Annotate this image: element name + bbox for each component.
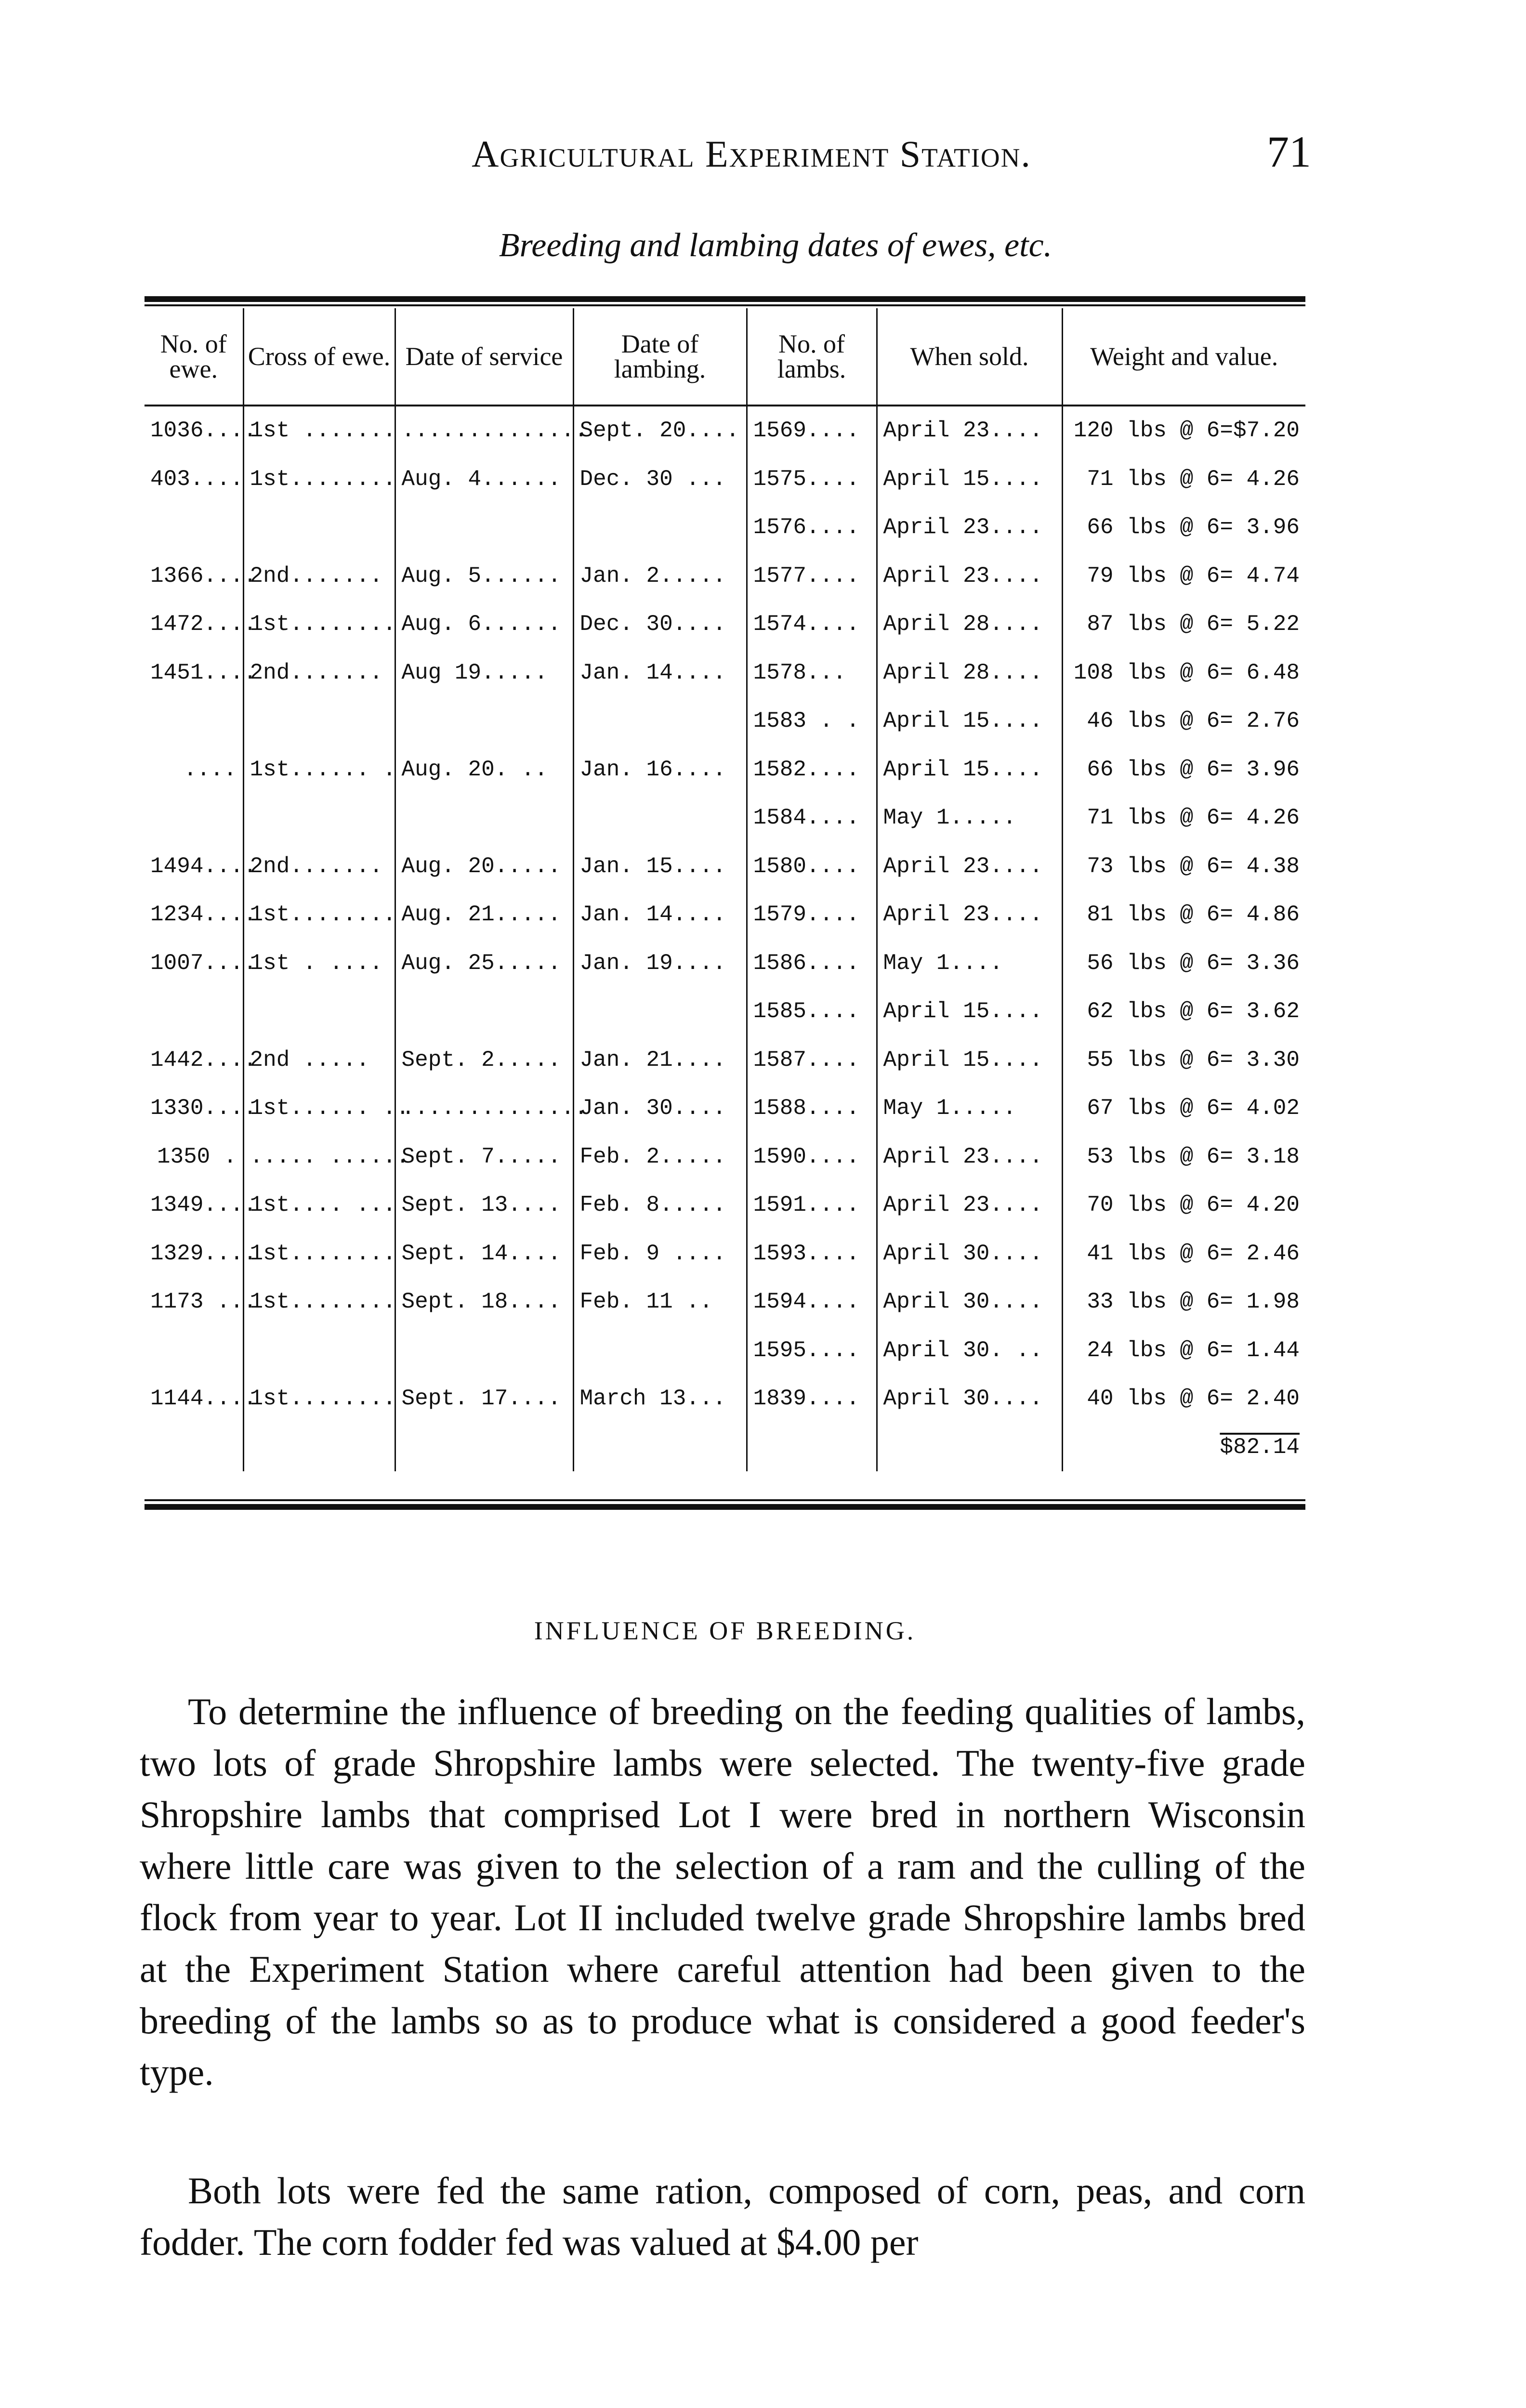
- table-cell: Jan. 14....: [573, 649, 747, 697]
- page-number: 71: [1267, 127, 1311, 176]
- table-cell: [243, 794, 395, 842]
- table-cell: Sept. 13....: [395, 1181, 573, 1230]
- table-cell: 33 lbs @ 6= 1.98: [1062, 1278, 1305, 1326]
- column-header: No. of ewe.: [145, 308, 243, 406]
- table-cell: [395, 1423, 573, 1472]
- table-cell: Aug. 6......: [395, 600, 573, 649]
- table-cell: [877, 1423, 1062, 1472]
- table-cell: May 1.....: [877, 1084, 1062, 1133]
- table-cell: 1st........: [243, 1374, 395, 1423]
- table-cell: 1594....: [747, 1278, 877, 1326]
- table-row: [145, 406, 1305, 455]
- table-row: [145, 1036, 1305, 1085]
- table-cell: [145, 1326, 243, 1375]
- column-header: No. of lambs.: [747, 308, 877, 406]
- table-cell: 1580....: [747, 842, 877, 891]
- table-cell: 1576....: [747, 503, 877, 552]
- column-header: Date of lambing.: [573, 308, 747, 406]
- table-cell: [395, 697, 573, 746]
- table-cell: April 15....: [877, 987, 1062, 1036]
- table-row: [145, 600, 1305, 649]
- table-cell: Jan. 14....: [573, 890, 747, 939]
- table-cell: ..... ......: [243, 1133, 395, 1181]
- table-cell: Dec. 30....: [573, 600, 747, 649]
- table-cell: 1st...... .: [243, 746, 395, 794]
- table-cell: April 23....: [877, 503, 1062, 552]
- table-cell: 120 lbs @ 6=$7.20: [1062, 406, 1305, 455]
- table-row: [145, 503, 1305, 552]
- table-cell: 71 lbs @ 6= 4.26: [1062, 455, 1305, 504]
- table-row: [145, 455, 1305, 504]
- table-cell: 1st...... ..: [243, 1084, 395, 1133]
- table-cell: 70 lbs @ 6= 4.20: [1062, 1181, 1305, 1230]
- table-cell: Aug 19.....: [395, 649, 573, 697]
- table-cell: 67 lbs @ 6= 4.02: [1062, 1084, 1305, 1133]
- table-cell: 1587....: [747, 1036, 877, 1085]
- running-title: Agricultural Experiment Station.: [472, 133, 1031, 175]
- table-cell: April 30....: [877, 1278, 1062, 1326]
- table-cell: 41 lbs @ 6= 2.46: [1062, 1230, 1305, 1278]
- table-cell: ....: [184, 757, 237, 782]
- table-cell: [145, 503, 243, 552]
- total-value: $82.14: [1062, 1423, 1305, 1472]
- table-cell: Sept. 14....: [395, 1230, 573, 1278]
- table-cell: Sept. 2.....: [395, 1036, 573, 1085]
- table-cell: April 30. ..: [877, 1326, 1062, 1375]
- table-cell: March 13...: [573, 1374, 747, 1423]
- table-cell: 1173 ...: [150, 1289, 257, 1315]
- table-cell: 2nd.......: [243, 552, 395, 601]
- table-cell: 24 lbs @ 6= 1.44: [1062, 1326, 1305, 1375]
- table-cell: April 28....: [877, 649, 1062, 697]
- table-cell: 66 lbs @ 6= 3.96: [1062, 746, 1305, 794]
- table-row: [145, 1230, 1305, 1278]
- table-cell: 1579....: [747, 890, 877, 939]
- table-cell: Sept. 20....: [573, 406, 747, 455]
- table-caption: Breeding and lambing dates of ewes, etc.: [499, 227, 1052, 264]
- section-title: INFLUENCE OF BREEDING.: [534, 1616, 916, 1645]
- table-cell: 1584....: [747, 794, 877, 842]
- table-cell: Sept. 18....: [395, 1278, 573, 1326]
- table-cell: Feb. 2.....: [573, 1133, 747, 1181]
- table-cell: [395, 503, 573, 552]
- table-cell: 1839....: [747, 1374, 877, 1423]
- table-row: [145, 939, 1305, 988]
- table-cell: [243, 1326, 395, 1375]
- table-cell: 1st........: [243, 600, 395, 649]
- breeding-table: [145, 308, 1305, 1471]
- table-cell: May 1....: [877, 939, 1062, 988]
- table-cell: 71 lbs @ 6= 4.26: [1062, 794, 1305, 842]
- column-header: Cross of ewe.: [243, 308, 395, 406]
- table-row: [145, 552, 1305, 601]
- table-row: [145, 890, 1305, 939]
- table-cell: 62 lbs @ 6= 3.62: [1062, 987, 1305, 1036]
- table-cell: [243, 987, 395, 1036]
- table-cell: May 1.....: [877, 794, 1062, 842]
- table-bottom-rule-thin: [145, 1499, 1305, 1501]
- table-cell: 2nd .....: [243, 1036, 395, 1085]
- table-cell: 1st........: [243, 1230, 395, 1278]
- table-cell: April 23....: [877, 552, 1062, 601]
- table-cell: 2nd.......: [243, 649, 395, 697]
- table-cell: ..............: [395, 406, 573, 455]
- table-row: [145, 746, 1305, 794]
- table-cell: 2nd.......: [243, 842, 395, 891]
- table-row: [145, 1374, 1305, 1423]
- body-paragraph: Both lots were fed the same ration, composed of corn, peas, and corn fodder. The corn fodder fed was valued at $4.00 per: [140, 2170, 1305, 2263]
- table-cell: 1569....: [747, 406, 877, 455]
- table-cell: 1442....: [150, 1047, 257, 1073]
- table-cell: 87 lbs @ 6= 5.22: [1062, 600, 1305, 649]
- table-cell: [395, 987, 573, 1036]
- table-cell: April 23....: [877, 890, 1062, 939]
- table-cell: 56 lbs @ 6= 3.36: [1062, 939, 1305, 988]
- table-cell: 1472....: [150, 612, 257, 637]
- table-cell: Aug. 20. ..: [395, 746, 573, 794]
- table-cell: [573, 794, 747, 842]
- table-cell: Jan. 30....: [573, 1084, 747, 1133]
- table-cell: [243, 503, 395, 552]
- table-row: [145, 1278, 1305, 1326]
- table-row: [145, 842, 1305, 891]
- table-cell: [573, 697, 747, 746]
- table-cell: 108 lbs @ 6= 6.48: [1062, 649, 1305, 697]
- table-cell: 403....: [150, 466, 244, 492]
- table-cell: April 23....: [877, 406, 1062, 455]
- table-cell: Dec. 30 ...: [573, 455, 747, 504]
- table-row: [145, 987, 1305, 1036]
- table-cell: Feb. 8.....: [573, 1181, 747, 1230]
- table-cell: 1330....: [150, 1096, 257, 1121]
- table-cell: Aug. 20.....: [395, 842, 573, 891]
- table-cell: Sept. 7.....: [395, 1133, 573, 1181]
- column-header: Weight and value.: [1062, 308, 1305, 406]
- table-cell: 1036....: [150, 418, 257, 444]
- table-cell: 66 lbs @ 6= 3.96: [1062, 503, 1305, 552]
- table-cell: [573, 503, 747, 552]
- table-cell: April 23....: [877, 842, 1062, 891]
- table-cell: 1585....: [747, 987, 877, 1036]
- table-cell: Feb. 9 ....: [573, 1230, 747, 1278]
- table-cell: 1st........: [243, 1278, 395, 1326]
- table-cell: [243, 1423, 395, 1472]
- table-cell: Sept. 17....: [395, 1374, 573, 1423]
- table-cell: April 23....: [877, 1133, 1062, 1181]
- total-row: [145, 1423, 1305, 1472]
- column-header: When sold.: [877, 308, 1062, 406]
- table-cell: 1591....: [747, 1181, 877, 1230]
- table-cell: 1366....: [150, 563, 257, 589]
- table-cell: 1349....: [150, 1192, 257, 1218]
- table-cell: 79 lbs @ 6= 4.74: [1062, 552, 1305, 601]
- column-header: Date of service: [395, 308, 573, 406]
- table-cell: 1007....: [150, 950, 257, 976]
- table-cell: April 28....: [877, 600, 1062, 649]
- table-cell: 81 lbs @ 6= 4.86: [1062, 890, 1305, 939]
- table-cell: Aug. 21.....: [395, 890, 573, 939]
- table-cell: Aug. 25.....: [395, 939, 573, 988]
- table-row: [145, 649, 1305, 697]
- table-row: [145, 1181, 1305, 1230]
- table-cell: Jan. 2.....: [573, 552, 747, 601]
- table-cell: 1494....: [150, 853, 257, 879]
- table-cell: [145, 697, 243, 746]
- table-row: [145, 1084, 1305, 1133]
- table-cell: 1451....: [150, 660, 257, 685]
- table-cell: ..............: [395, 1084, 573, 1133]
- table-cell: Feb. 11 ..: [573, 1278, 747, 1326]
- table-cell: 1st .......: [243, 406, 395, 455]
- table-cell: [243, 697, 395, 746]
- table-cell: [395, 794, 573, 842]
- table-cell: April 30....: [877, 1230, 1062, 1278]
- table-cell: Aug. 5......: [395, 552, 573, 601]
- table-cell: 1577....: [747, 552, 877, 601]
- table-cell: [573, 1326, 747, 1375]
- table-cell: April 23....: [877, 1181, 1062, 1230]
- table-cell: Jan. 19....: [573, 939, 747, 988]
- table-cell: 1329....: [150, 1241, 257, 1266]
- table-cell: [145, 987, 243, 1036]
- table-cell: 1593....: [747, 1230, 877, 1278]
- table-cell: 1575....: [747, 455, 877, 504]
- table-cell: [573, 987, 747, 1036]
- table-cell: April 15....: [877, 746, 1062, 794]
- table-cell: 1350 .: [157, 1144, 237, 1169]
- table-cell: 1588....: [747, 1084, 877, 1133]
- table-cell: April 30....: [877, 1374, 1062, 1423]
- table-cell: [145, 1423, 243, 1472]
- table-row: [145, 1133, 1305, 1181]
- table-cell: 40 lbs @ 6= 2.40: [1062, 1374, 1305, 1423]
- table-cell: 1st........: [243, 455, 395, 504]
- table-cell: 1583 . .: [747, 697, 877, 746]
- table-cell: 1st.... ...: [243, 1181, 395, 1230]
- table-cell: Jan. 15....: [573, 842, 747, 891]
- table-cell: 1144....: [150, 1386, 257, 1412]
- table-cell: [395, 1326, 573, 1375]
- table-cell: [145, 794, 243, 842]
- body-paragraph: To determine the influence of breeding on the feeding qualities of lambs, two lots of grade Shropshire lambs were selected. The twenty-five grade Shropshire lambs that comprised Lot I were bred in northern Wisconsin where little care was given to the selection of a ram and the culling of the flock from year to year. Lot II included twelve grade Shropshire lambs bred at the Experiment Station where careful attention had been given to the breeding of the lambs so as to produce what is considered a good feeder's type.: [140, 1690, 1305, 2093]
- table-cell: [747, 1423, 877, 1472]
- table-cell: 1574....: [747, 600, 877, 649]
- table-cell: April 15....: [877, 697, 1062, 746]
- table-cell: 53 lbs @ 6= 3.18: [1062, 1133, 1305, 1181]
- table-cell: 1st........: [243, 890, 395, 939]
- table-cell: 1234....: [150, 902, 257, 928]
- table-bottom-rule: [145, 1504, 1305, 1510]
- table-cell: 1st . ....: [243, 939, 395, 988]
- table-row: [145, 697, 1305, 746]
- table-cell: April 15....: [877, 1036, 1062, 1085]
- table-cell: 1590....: [747, 1133, 877, 1181]
- table-row: [145, 1326, 1305, 1375]
- table-top-rule: [145, 296, 1305, 302]
- table-cell: Jan. 21....: [573, 1036, 747, 1085]
- table-cell: Aug. 4......: [395, 455, 573, 504]
- table-cell: April 15....: [877, 455, 1062, 504]
- table-cell: 1582....: [747, 746, 877, 794]
- table-cell: 1586....: [747, 939, 877, 988]
- table-cell: 1595....: [747, 1326, 877, 1375]
- table-cell: 1578...: [747, 649, 877, 697]
- table-top-rule-thin: [145, 304, 1305, 306]
- table-cell: Jan. 16....: [573, 746, 747, 794]
- table-header-row: [145, 308, 1305, 406]
- table-cell: 73 lbs @ 6= 4.38: [1062, 842, 1305, 891]
- table-cell: [573, 1423, 747, 1472]
- table-cell: 46 lbs @ 6= 2.76: [1062, 697, 1305, 746]
- table-cell: 55 lbs @ 6= 3.30: [1062, 1036, 1305, 1085]
- table-row: [145, 794, 1305, 842]
